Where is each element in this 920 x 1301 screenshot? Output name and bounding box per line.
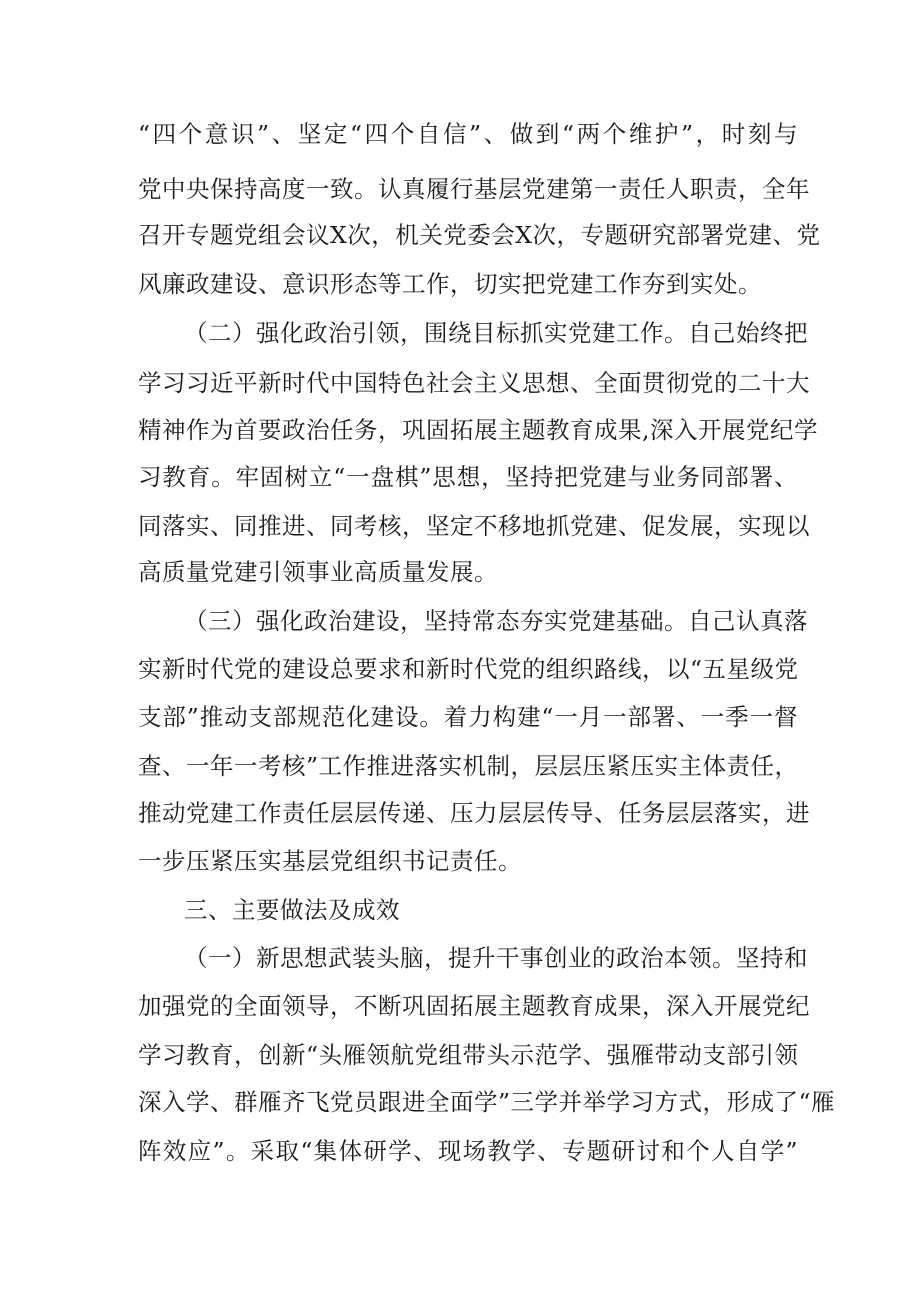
- text-line-10: 高质量党建引领事业高质量发展。: [138, 558, 498, 586]
- text-line-7: 精神作为首要政治任务，巩固拓展主题教育成果,深入开展党纪学: [138, 416, 818, 444]
- section-heading: 三、主要做法及成效: [184, 896, 400, 924]
- text-line-22: 阵效应”。采取“集体研学、现场教学、专题研讨和个人自学”: [138, 1137, 798, 1165]
- text-line-4: 风廉政建设、意识形态等工作，切实把党建工作夯到实处。: [138, 270, 762, 298]
- text-line-11: （三）强化政治建设，坚持常态夯实党建基础。自己认真落: [184, 607, 808, 635]
- text-line-18: （一）新思想武装头脑，提升干事创业的政治本领。坚持和: [184, 944, 808, 972]
- text-line-8: 习教育。牢固树立“一盘棋”思想，坚持把党建与业务同部署、: [138, 463, 798, 491]
- text-line-1: “四个意识”、坚定“四个自信”、做到“两个维护”，时刻与: [138, 120, 798, 148]
- text-line-3: 召开专题党组会议X次，机关党委会X次，专题研究部署党建、党: [138, 221, 821, 249]
- text-line-14: 查、一年一考核”工作推进落实机制，层层压紧压实主体责任，: [138, 752, 799, 780]
- text-line-20: 学习教育，创新“头雁领航党组带头示范学、强雁带动支部引领: [138, 1041, 799, 1069]
- text-line-2: 党中央保持高度一致。认真履行基层党建第一责任人职责，全年: [138, 175, 810, 203]
- text-line-16: 一步压紧压实基层党组织书记责任。: [138, 847, 522, 875]
- text-line-13: 支部”推动支部规范化建设。着力构建“一月一部署、一季一督: [138, 703, 798, 731]
- text-line-6: 学习习近平新时代中国特色社会主义思想、全面贯彻党的二十大: [138, 369, 810, 397]
- text-line-21: 深入学、群雁齐飞党员跟进全面学”三学并举学习方式，形成了“雁: [138, 1088, 836, 1116]
- text-line-9: 同落实、同推进、同考核，坚定不移地抓党建、促发展，实现以: [138, 512, 810, 540]
- text-line-12: 实新时代党的建设总要求和新时代党的组织路线，以“五星级党: [138, 655, 799, 683]
- text-line-15: 推动党建工作责任层层传递、压力层层传导、任务层层落实，进: [138, 799, 810, 827]
- text-line-19: 加强党的全面领导，不断巩固拓展主题教育成果，深入开展党纪: [138, 992, 810, 1020]
- text-line-5: （二）强化政治引领，围绕目标抓实党建工作。自己始终把: [184, 319, 808, 347]
